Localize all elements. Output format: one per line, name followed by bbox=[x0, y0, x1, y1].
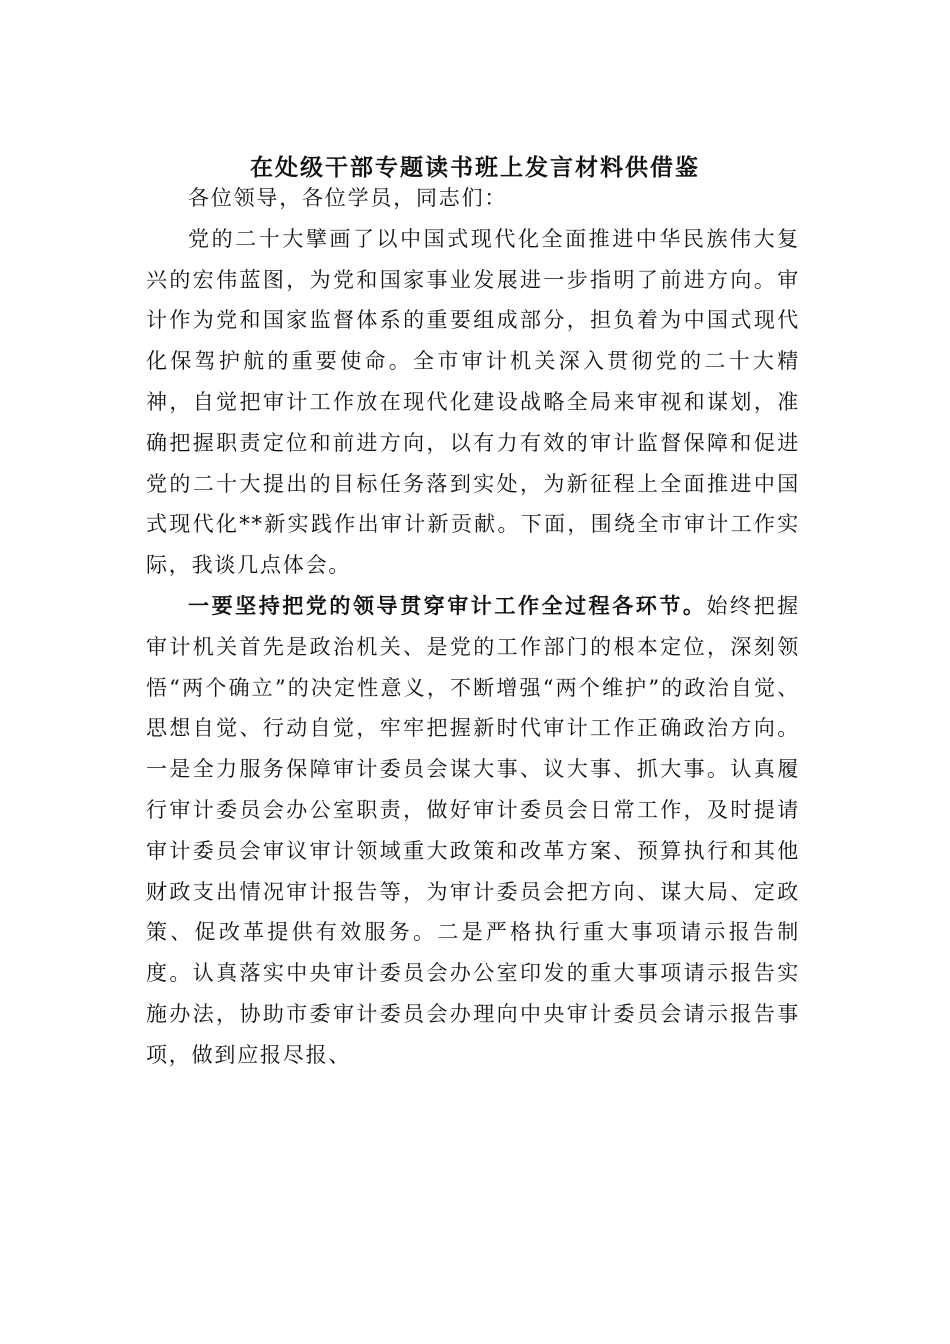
section-1-paragraph bbox=[146, 586, 800, 1076]
salutation: 各位领导，各位学员，同志们： bbox=[188, 186, 508, 210]
section-1-text: 始终把握审计机关首先是政治机关、是党的工作部门的根本定位，深刻领悟“两个确立”的决定性意义，不断增强“两个维护”的政治自觉、思想自觉、行动自觉，牢牢把握新时代审计工作正确政治方向。一是全力服务保障审计委员会谋大事、议大事、抓大事。认真履行审计委员会办公室职责，做好审计委员会日常工作，及时提请审计委员会审议审计领域重大政策和改革方案、预算执行和其他财政支出情况审计报告等，为审计委员会把方向、谋大局、定政策、促改革提供有效服务。二是严格执行重大事项请示报告制度。认真落实中央审计委员会办公室印发的重大事项请示报告实施办法，协助市委审计委员会办理向中央审计委员会请示报告事项，做到应报尽报、 bbox=[146, 593, 800, 1067]
document-title: 在处级干部专题读书班上发言材料供借鉴 bbox=[250, 154, 700, 181]
section-1-heading: 一要坚持把党的领导贯穿审计工作全过程各环节。 bbox=[188, 592, 707, 618]
intro-paragraph: 党的二十大擘画了以中国式现代化全面推进中华民族伟大复兴的宏伟蓝图，为党和国家事业发展进一步指明了前进方向。审计作为党和国家监督体系的重要组成部分，担负着为中国式现代化保驾护航的重要使命。全市审计机关深入贯彻党的二十大精神，自觉把审计工作放在现代化建设战略全局来审视和谋划，准确把握职责定位和前进方向，以有力有效的审计监督保障和促进党的二十大提出的目标任务落到实处，为新征程上全面推进中国式现代化**新实践作出审计新贡献。下面，围绕全市审计工作实际，我谈几点体会。 bbox=[146, 226, 800, 578]
document-body bbox=[146, 178, 800, 1076]
